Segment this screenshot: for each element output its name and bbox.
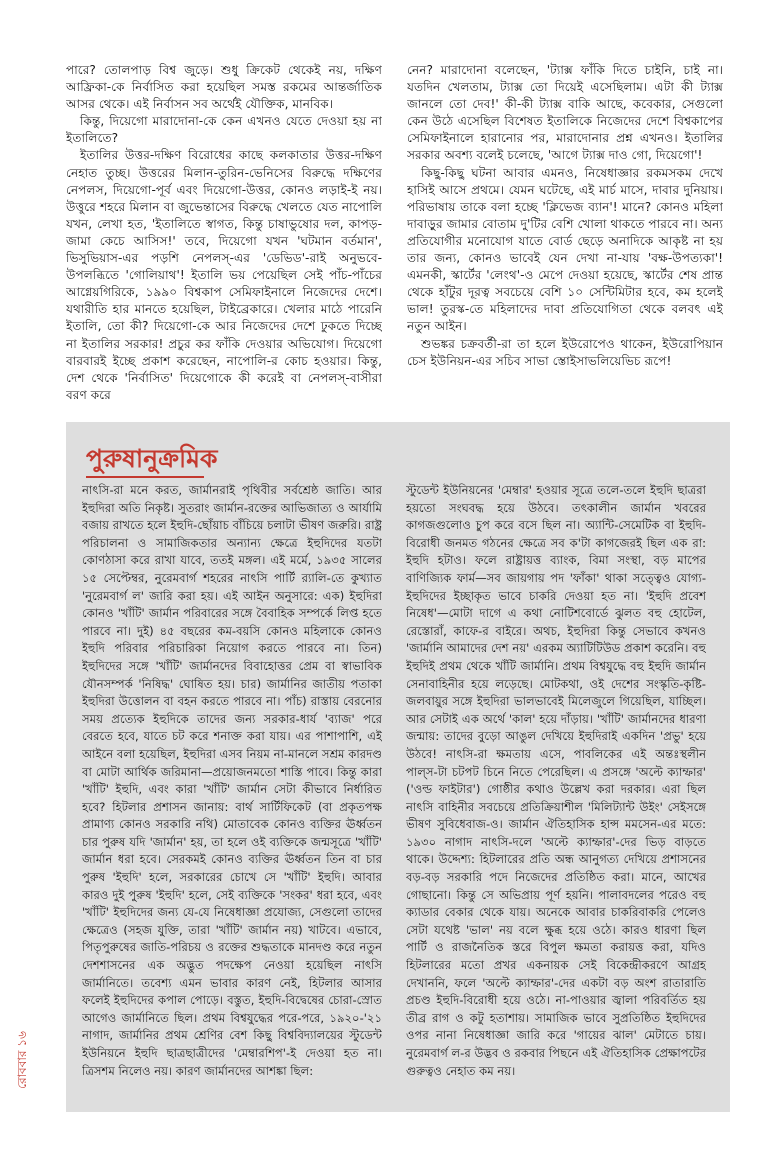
article-column-left <box>66 62 382 404</box>
sidebar-paragraph: নাৎসি-রা মনে করত, জার্মানরাই পৃথিবীর সর্বশ্রেষ্ঠ জাতি। আর ইহুদিরা অতি নিকৃষ্ট। সুতরাং জার্মান-রক্তের আভিজাত্য ও আর্যামি বজায় রাখতে হলে ইহুদি-ছোঁয়াচ বাঁচিয়ে চলাটা ভীষণ জরুরি। রাষ্ট্র পরিচালনা ও সামাজিকতার অন্যান্য ক্ষেত্রে ইহুদিদের যতটা কোণঠাসা করে রাখা যাবে, ততই মঙ্গল। এই মর্মে, ১৯৩৫ সালের ১৫ সেপ্টেম্বর, নুরেমবার্গ শহরের নাৎসি পার্টি র‍্যালি-তে কুখ্যাত 'নুরেমবার্গ ল' জারি করা হয়। এই আইন অনুসারে: এক) ইহুদিরা কোনও 'খাঁটি' জার্মান পরিবারের সঙ্গে বৈবাহিক সম্পর্কে লিপ্ত হতে পারবে না। দুই) ৪৫ বছরের কম-বয়সি কোনও মহিলাকে কোনও ইহুদি পরিবার পরিচারিকা নিয়োগ করতে পারবে না। তিন) ইহুদিদের সঙ্গে 'খাঁটি' জার্মানদের বিবাহোত্তর প্রেম বা স্বাভাবিক যৌনসম্পর্ক 'নিষিদ্ধ' ঘোষিত হয়। চার) জার্মানির জাতীয় পতাকা ইহুদিরা উত্তোলন বা বহন করতে পারবে না। পাঁচ) রাস্তায় বেরনোর সময় প্রত্যেক ইহুদিকে তাদের জন্য সরকার-ধার্য 'ব্যাজ' পরে বেরতে হবে, যাতে চট করে শনাক্ত করা যায়। এর পাশাপাশি, এই আইনে বলা হয়েছিল, ইহুদিরা এসব নিয়ম না-মানলে সশ্রম কারদণ্ড বা মোটা আর্থিক জরিমানা—প্রয়োজনমতো শাস্তি পাবে। কিন্তু কারা 'খাঁটি' ইহুদি, এবং কারা 'খাঁটি' জার্মান সেটা কীভাবে নির্ধারিত হবে? হিটলার প্রশাসন জানায়: বার্থ সার্টিফিকেট (বা প্রকৃতপক্ষ প্রামাণ্য কোনও সরকারি নথি) মোতাবেক কোনও ব্যক্তির ঊর্ধ্বতন চার পুরুষ যদি 'জার্মান' হয়, তা হলে ওই ব্যক্তিকে জন্মসূত্রে 'খাঁটি' জার্মান ধরা হবে। সেরকমই কোনও ব্যক্তির ঊর্ধ্বতন তিন বা চার পুরুষ 'ইহুদি' হলে, সরকারের চোখে সে 'খাঁটি' ইহুদি। আবার কারও দুই পুরুষ 'ইহুদি' হলে, সেই ব্যক্তিকে 'সংকর' ধরা হবে, এবং 'খাঁটি' ইহুদিদের জন্য যে-যে নিষেধাজ্ঞা প্রযোজ্য, সেগুলো তাদের ক্ষেত্রেও (সহজ যুক্তি, তারা 'খাঁটি' জার্মান নয়) খাটবে। এভাবে, পিতৃপুরুষের জাতি-পরিচয় ও রক্তের শুদ্ধতাকে মানদণ্ড করে নতুন দেশশাসনের এক অদ্ভুত পদক্ষেপ নেওয়া হয়েছিল নাৎসি জার্মানিতে। তবেশ্য এমন ভাবার কারণ নেই, হিটলার আসার ফলেই ইহুদিদের কপাল পোড়ে। বস্তুত, ইহুদি-বিদ্বেষের চোরা-স্রোত আগেও জার্মানিতে ছিল। প্রথম বিশ্বযুদ্ধের পরে-পরে, ১৯২০-'২১ নাগাদ, জার্মানির প্রথম শ্রেণির বেশ কিছু বিশ্ববিদ্যালয়ের স্টুডেন্ট ইউনিয়নে ইহুদি ছাত্রছাত্রীদের 'মেম্বারশিপ'-ই দেওয়া হত না। ত্রিসশম নিলেও নয়। কারণ জার্মানদের আশঙ্কা ছিল: <box>82 483 382 1078</box>
article-paragraph: পারে? তোলপাড় বিশ্ব জুড়ে। শুধু ক্রিকেট থেকেই নয়, দক্ষিণ আফ্রিকা-কে নির্বাসিত করা হয়েছিল সমস্ত রকমের আন্তর্জাতিক আসর থেকে। এই নির্বাসন সব অর্থেই যৌক্তিক, মানবিক। <box>66 63 382 112</box>
article-paragraph: ইতালির উত্তর-দক্ষিণ বিরোধের কাছে কলকাতার উত্তর-দক্ষিণ নেহাত তুচ্ছ। উত্তরের মিলান-তুরিন-ভেনিসের বিরুদ্ধে দক্ষিণের নেপলস, দিয়েগো-পূর্ব এবং দিয়েগো-উত্তর, কোনও লড়াই-ই নয়। উত্তুরে শহরে মিলান বা জুভেন্তাসের বিরুদ্ধে খেলতে যেত নাপোলি যখন, লেখা হত, 'ইতালিতে স্বাগত, কিন্তু চাষাভুষোর দল, কাপড়-জামা কেচে আসিস!' তবে, দিয়েগো যখন 'ঘটমান বর্তমান', ভিসুভিয়াস-এর পড়শি নেপলস্-এর 'ডেভিড'-রাই অনুভবে-উপলব্ধিতে 'গোলিয়াথ'! ইতালি ভয় পেয়েছিল সেই পাঁচ-পাঁচের আগ্নেয়গিরিকে, ১৯৯০ বিশ্বকাপ সেমিফাইনালে নিজেদের দেশে। যথারীতি হার মানতে হয়েছিল, টাইব্রেকারে। খেলার মাঠে পারেনি ইতালি, তো কী? দিয়েগো-কে আর নিজেদের দেশে ঢুকতে দিচ্ছে না ইতালির সরকার! প্রচুর কর ফাঁকি দেওয়ার অভিযোগ। দিয়েগো বারবারই ইচ্ছে প্রকাশ করেছেন, নাপোলি-র কোচ হওয়ার। কিন্তু, দেশ থেকে 'নির্বাসিত' দিয়েগোকে কী করেই বা নেপলস্-বাসীরা বরণ করে <box>66 148 382 402</box>
sidebar-column-right <box>406 482 706 1102</box>
article-paragraph: কিন্তু, দিয়েগো মারাদোনা-কে কেন এখনও যেতে দেওয়া হয় না ইতালিতে? <box>66 114 382 146</box>
sidebar-box <box>66 422 730 1112</box>
article-paragraph: নেন? মারাদোনা বলেছেন, 'ট্যাক্স ফাঁকি দিতে চাইনি, চাই না। যতদিন খেলতাম, ট্যাক্স তো দিয়েই এসেছিলাম। এটা কী ট্যাক্স জানলে তো দেব!' কী-কী ট্যাক্স বাকি আছে, কবেকার, সেগুলো কেন উঠে এসেছিল বিশেষত ইতালিকে নিজেদের দেশে বিশ্বকাপের সেমিফাইনালে হারানোর পর, মারাদোনার প্রশ্ন এখনও। ইতালির সরকার অবশ্য বলেই চলেছে, 'আগে ট্যাক্স দাও গো, দিয়েগো'! <box>407 63 723 163</box>
article-body <box>66 62 730 404</box>
sidebar-title: পুরুষানুক্রমিক <box>86 444 218 473</box>
page-folio <box>14 1010 34 1110</box>
sidebar-column-left <box>82 482 382 1102</box>
title-underline <box>86 476 204 478</box>
sidebar-paragraph: স্টুডেন্ট ইউনিয়নের 'মেম্বার' হওয়ার সূত্রে তলে-তলে ইহুদি ছাত্ররা হয়তো সংঘবদ্ধ হয়ে উঠবে। তৎকালীন জার্মান খবরের কাগজগুলোও চুপ করে বসে ছিল না। অ্যান্টি-সেমেটিক বা ইহুদি-বিরোধী জনমত গঠনের ক্ষেত্রে সব ক'টা কাগজেরই ছিল এক রা: ইহুদি হটাও। ফলে রাষ্ট্রায়ত্ত ব্যাংক, বিমা সংস্থা, বড় মাপের বাণিজ্যিক ফার্ম—সব জায়গায় পদ 'ফাঁকা' থাকা সত্ত্বেও যোগ্য-ইহুদিদের ইচ্ছাকৃত ভাবে চাকরি দেওয়া হত না। 'ইহুদি প্রবেশ নিষেধ'—মোটা দাগে এ কথা নোটিশবোর্ডে ঝুলত বহু হোটেল, রেস্তোরাঁ, কাফে-র বাইরে। অথচ, ইহুদিরা কিন্তু সেভাবে কখনও 'জার্মানি আমাদের দেশ নয়' এরকম অ্যাটিটিউড প্রকাশ করেনি। বহু ইহুদিই প্রথম থেকে খাঁটি জার্মানি। প্রথম বিশ্বযুদ্ধে বহু ইহুদি জার্মান সেনাবাহিনীর হয়ে লড়েছে। মোটকথা, ওই দেশের সংস্কৃতি-কৃষ্টি-জলবায়ুর সঙ্গে ইহুদিরা ভালভাবেই মিলেজুলে গিয়েছিল, যাচ্ছিল। আর সেটাই এক অর্থে 'কাল' হয়ে দাঁড়ায়। 'খাঁটি' জার্মানদের ধারণা জন্মায়: তাদের বুড়ো আঙুল দেখিয়ে ইহুদিরাই একদিন 'প্রভু' হয়ে উঠবে! নাৎসি-রা ক্ষমতায় এসে, পাবলিকের এই অন্তঃস্থলীন পাল্‌স-টা চটপট চিনে নিতে পেরেছিল। এ প্রসঙ্গে 'অল্টে ক্যাম্ফার' ('ওল্ড ফাইটার') গোষ্ঠীর কথাও উল্লেখ করা দরকার। এরা ছিল নাৎসি বাহিনীর সবচেয়ে প্রতিক্রিয়াশীল 'মিলিট্যান্ট উইং' সেইসঙ্গে ভীষণ সুবিধেবাজ-ও। জার্মান ঐতিহাসিক হান্স মমসেন-এর মতে: ১৯৩০ নাগাদ নাৎসি-দলে 'অল্টে ক্যাম্ফার'-দের ভিড় বাড়তে থাকে। উদ্দেশ্য: হিটলারের প্রতি অন্ধ আনুগত্য দেখিয়ে প্রশাসনের বড়-বড় সরকারি পদে নিজেদের প্রতিষ্ঠিত করা। মানে, আখের গোছানো। কিন্তু সে অভিপ্রায় পূর্ণ হয়নি। পালাবদলের পরেও বহু ক্যাডার বেকার থেকে যায়। অনেকে আবার চাকরিবাকরি পেলেও সেটা যথেষ্ট 'ভাল' নয় বলে ক্ষুব্ধ হয়ে ওঠে। কারও ধারণা ছিল পার্টি ও রাজনৈতিক স্তরে বিপুল ক্ষমতা করায়ত্ত করা, যদিও হিটলারের মতো প্রখর একনায়ক সেই বিকেন্দ্রীকরণে আগ্রহ দেখাননি, ফলে 'অল্টে ক্যাম্ফার'-দের একটা বড় অংশ রাতারাতি প্রচণ্ড ইহুদি-বিরোধী হয়ে ওঠে। না-পাওয়ার জ্বালা পরিবর্তিত হয় তীব্র রাগ ও কটু হতাশায়। সামাজিক ভাবে সুপ্রতিষ্ঠিত ইহুদিদের ওপর নানা নিষেধাজ্ঞা জারি করে 'গায়ের ঝাল' মেটাতে চায়। নুরেমবার্গ ল-র উদ্ভব ও রকবার পিছনে এই ঐতিহাসিক প্রেক্ষাপটের গুরুত্বও নেহাত কম নয়। <box>406 483 706 1078</box>
article-paragraph: শুভঙ্কর চক্রবর্তী-রা তা হলে ইউরোপেও থাকেন, ইউরোপিয়ান চেস ইউনিয়ন-এর সচিব সাভা স্তোইসাভলিয়েভিচ রূপে! <box>407 336 723 368</box>
article-paragraph: কিছু-কিছু ঘটনা আবার এমনও, নিষেধাজ্ঞার রকমসকম দেখে হাসিই আসে প্রথমে। যেমন ঘটেছে, এই মার্চ মাসে, দাবার দুনিয়ায়। পরিভাষায় তাকে বলা হচ্ছে 'ক্লিভেজ ব্যান'! মানে? কোনও মহিলা দাবাড়ুর জামার বোতাম দু'টির বেশি খোলা থাকতে পারবে না। অন্য প্রতিযোগীর মনোযোগ যাতে বোর্ড ছেড়ে অনাদিকে আকৃষ্ট না হয় তার জন্য, কোনও ভাবেই যেন দেখা না-যায় 'বক্ষ-উপত্যকা'! এমনকী, স্কার্টের 'লেংথ'-ও মেপে দেওয়া হয়েছে, স্কার্টের শেষ প্রান্ত থেকে হাঁটুর দূরত্ব সবচেয়ে বেশি ১০ সেন্টিমিটার হবে, কম হলেই ভাল! তুরস্ক-তে মহিলাদের দাবা প্রতিযোগিতা থেকে বলবৎ এই নতুন আইন। <box>407 165 723 334</box>
article-column-right <box>407 62 723 404</box>
folio-label: রোববার ১৬ <box>15 1031 29 1089</box>
